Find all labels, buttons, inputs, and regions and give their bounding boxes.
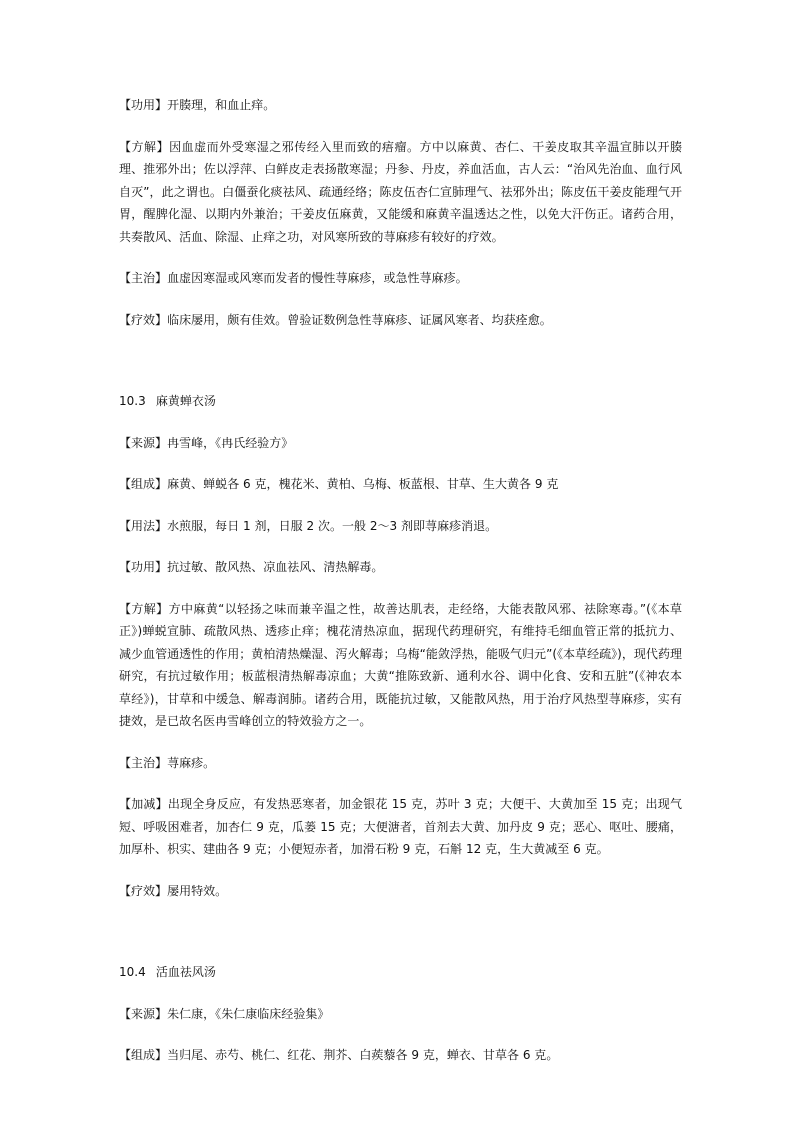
paragraph-efficacy bbox=[119, 309, 682, 332]
para-tag: 【来源】 bbox=[119, 1006, 168, 1021]
paragraph-modification bbox=[119, 793, 682, 861]
para-text: 抗过敏、散风热、凉血祛风、清热解毒。 bbox=[167, 560, 384, 574]
para-text: 开腠理，和血止痒。 bbox=[167, 98, 276, 112]
section-number: 10.4 bbox=[119, 965, 146, 979]
para-tag: 【组成】 bbox=[119, 1048, 168, 1062]
paragraph-usage bbox=[119, 515, 682, 538]
paragraph-composition bbox=[119, 473, 682, 496]
para-text: 麻黄、蝉蜕各 6 克，槐花米、黄柏、乌梅、板蓝根、甘草、生大黄各 9 克 bbox=[167, 477, 559, 491]
para-tag: 【方解】 bbox=[119, 601, 169, 616]
paragraph-function bbox=[119, 556, 682, 579]
section-number: 10.3 bbox=[119, 394, 146, 408]
para-text: 临床屡用，颇有佳效。曾验证数例急性荨麻疹、证属风寒者、均获痊愈。 bbox=[167, 312, 552, 327]
para-tag: 【疗效】 bbox=[119, 883, 168, 898]
paragraph-explanation bbox=[119, 598, 682, 733]
para-text: 屡用特效。 bbox=[167, 883, 228, 898]
para-tag: 【来源】 bbox=[119, 435, 168, 450]
paragraph-function bbox=[119, 94, 682, 117]
paragraph-composition bbox=[119, 1044, 682, 1067]
para-text: 因血虚而外受寒湿之邪传经入里而致的痦瘤。方中以麻黄、杏仁、干姜皮取其辛温宣肺以开腠理、推邪外出；佐以浮萍、白鲜皮走表扬散寒湿；丹参、丹皮，养血活血，古人云：“治风先治血、血行风自灭”，此之谓也。白僵蚕化痰祛风、疏通经络；陈皮伍杏仁宣肺理气、祛邪外出；陈皮伍干姜皮能理气开胃，醒脾化湿、以期内外兼治；干姜皮伍麻黄，又能缓和麻黄辛温透达之性，以免大汗伤正。诸药合用，共奏散风、活血、除湿、止痒之功，对风寒所致的荨麻疹有较好的疗效。 bbox=[119, 139, 682, 244]
para-tag: 【方解】 bbox=[119, 139, 170, 154]
section-title bbox=[119, 961, 682, 984]
para-text: 当归尾、赤芍、桃仁、红花、荆芥、白蒺藜各 9 克，蝉衣、甘草各 6 克。 bbox=[167, 1048, 559, 1062]
para-text: 血虚因寒湿或风寒而发者的慢性荨麻疹，或急性荨麻疹。 bbox=[167, 271, 468, 285]
section-gap bbox=[119, 350, 682, 390]
paragraph-source bbox=[119, 1003, 682, 1026]
section-gap bbox=[119, 921, 682, 961]
paragraph-source bbox=[119, 432, 682, 455]
para-text: 朱仁康，《朱仁康临床经验集》 bbox=[167, 1006, 330, 1021]
para-tag: 【疗效】 bbox=[119, 312, 168, 327]
paragraph-explanation bbox=[119, 136, 682, 249]
section-heading: 活血祛风汤 bbox=[155, 965, 216, 979]
para-text: 方中麻黄“以轻扬之味而兼辛温之性，故善达肌表，走经络，大能表散风邪、祛除寒毒。”(《本草正》)蝉蜕宣肺、疏散风热、透疹止痒；槐花清热凉血，据现代药理研究，有维持毛细血管正常的抵抗力、减少血管通透性的作用；黄柏清热燥湿、泻火解毒；乌梅“能敛浮热，能吸气归元”(《本草经疏》)，现代药理研究，有抗过敏作用；板蓝根清热解毒凉血；大黄“推陈致新、通利水谷、调中化食、安和五脏”(《神农本草经》)，甘草和中缓急、解毒润肺。诸药合用，既能抗过敏，又能散风热，用于治疗风热型荨麻疹，实有捷效，是已故名医冉雪峰创立的特效验方之一。 bbox=[119, 601, 682, 728]
para-tag: 【功用】 bbox=[119, 560, 168, 574]
paragraph-indication bbox=[119, 267, 682, 290]
para-tag: 【主治】 bbox=[119, 755, 168, 770]
para-text: 冉雪峰，《冉氏经验方》 bbox=[167, 435, 294, 450]
para-tag: 【组成】 bbox=[119, 477, 168, 491]
para-tag: 【用法】 bbox=[119, 518, 168, 533]
paragraph-efficacy bbox=[119, 880, 682, 903]
para-text: 水煎服，每日 1 剂，日服 2 次。一般 2～3 剂即荨麻疹消退。 bbox=[167, 518, 498, 533]
document-body bbox=[119, 94, 682, 1086]
para-text: 荨麻疹。 bbox=[167, 755, 216, 770]
section-heading: 麻黄蝉衣汤 bbox=[155, 394, 216, 408]
para-tag: 【加减】 bbox=[119, 797, 168, 811]
para-tag: 【功用】 bbox=[119, 98, 168, 112]
paragraph-indication bbox=[119, 752, 682, 775]
para-text: 出现全身反应，有发热恶寒者，加金银花 15 克，苏叶 3 克；大便干、大黄加至 15 克；出现气短、呼吸困难者，加杏仁 9 克，瓜蒌 15 克；大便溏者，首剂去大黄、加丹皮 9 克；恶心、呕吐、腰痛，加厚朴、枳实、建曲各 9 克；小便短赤者，加滑石粉 9 克，石斛 12 克，生大黄减至 6 克。 bbox=[119, 797, 682, 856]
para-tag: 【主治】 bbox=[119, 271, 168, 285]
section-title bbox=[119, 390, 682, 413]
